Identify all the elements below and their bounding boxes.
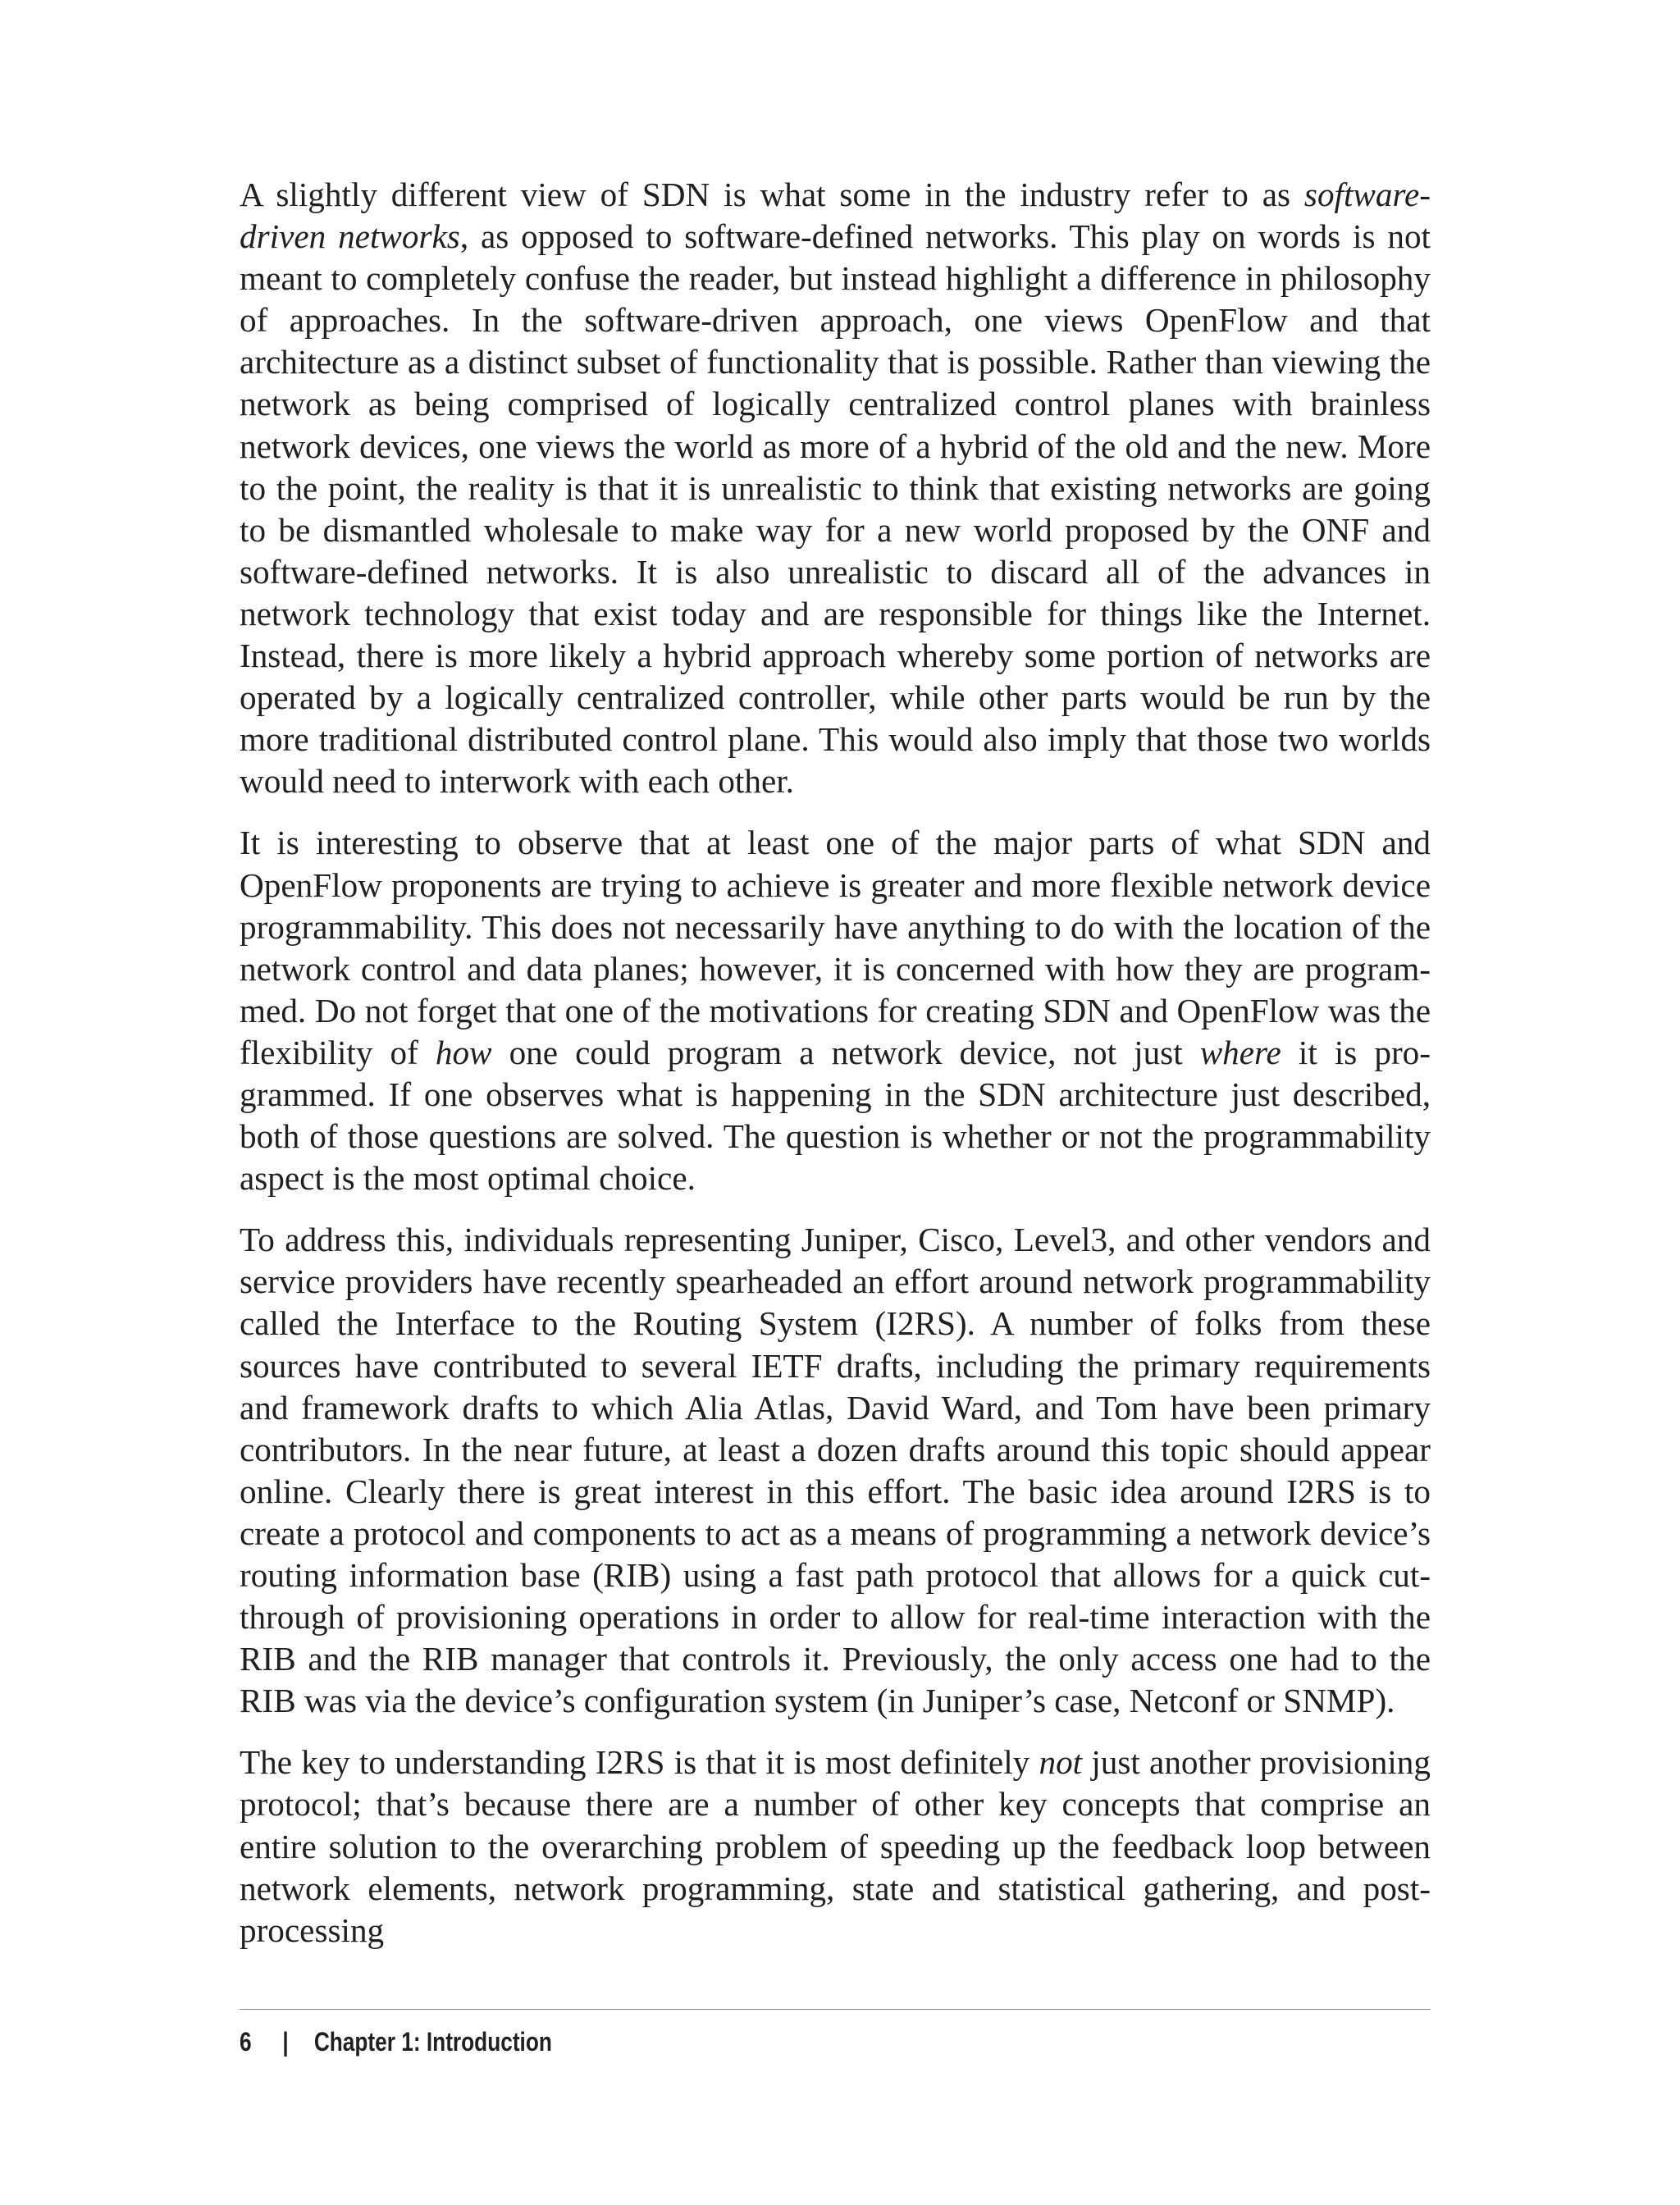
paragraph-1 <box>240 174 1431 802</box>
page-number: 6 <box>240 2026 252 2057</box>
paragraph-2-text: it is programmed. If one observes what is happening in the SDN architecture just described, both of those questions are solved. The question is whether or not the programmability aspect is the most optimal choice. <box>240 1033 1431 1198</box>
paragraph-4-text: The key to understanding I2RS is that it is most definitely <box>240 1743 1039 1782</box>
paragraph-1-text: , as opposed to software-defined networks. This play on words is not meant to completely confuse the reader, but instead highlight a difference in philosophy of approaches. In the software-driven approach, one views OpenFlow and that architecture as a distinct subset of functionality that is possible. Rather than viewing the network as being comprised of logically centralized control planes with brainless network devices, one views the world as more of a hybrid of the old and the new. More to the point, the reality is that it is unrealistic to think that existing networks are going to be dismantled wholesale to make way for a new world proposed by the ONF and software-defined networks. It is also unrealistic to discard all of the advances in network technology that exist today and are responsible for things like the Internet. Instead, there is more likely a hybrid approach whereby some portion of networks are operated by a logically centralized controller, while other parts would be run by the more traditional distributed control plane. This would also imply that those two worlds would need to interwork with each other. <box>240 217 1431 801</box>
paragraph-4 <box>240 1742 1431 1951</box>
paragraph-2-text: It is interesting to observe that at least one of the major parts of what SDN and OpenFlow proponents are trying to achieve is greater and more flexible network device programmability. This does not necessarily have anything to do with the location of the network control and data planes; however, it is concerned with how they are programmed. Do not forget that one of the motivations for creating SDN and OpenFlow was the flexibility of <box>240 824 1431 1071</box>
footer-separator: | <box>282 2026 289 2057</box>
paragraph-2 <box>240 822 1431 1199</box>
page-body <box>240 174 1431 1971</box>
paragraph-3 <box>240 1219 1431 1722</box>
paragraph-2-emphasis-where: where <box>1199 1033 1281 1071</box>
paragraph-4-emphasis-not: not <box>1039 1743 1083 1782</box>
paragraph-4-text: just another provisioning protocol; that’s because there are a number of other key concepts that comprise an entire solution to the overarching problem of speeding up the feedback loop between network elements, network programming, state and statistical gathering, and post-processing <box>240 1743 1431 1949</box>
paragraph-2-emphasis-how: how <box>435 1033 492 1071</box>
paragraph-2-text: one could program a network device, not just <box>491 1033 1200 1071</box>
paragraph-1-text: A slightly different view of SDN is what some in the industry refer to as <box>240 176 1304 213</box>
footer-divider <box>240 2009 1431 2010</box>
page-footer <box>240 2021 552 2062</box>
chapter-title: Chapter 1: Introduction <box>313 2026 552 2057</box>
paragraph-3-text: To address this, individuals representing Juniper, Cisco, Level3, and other vendors and service providers have recently spearheaded an effort around network programmability called the Interface to the Routing System (I2RS). A number of folks from these sources have contributed to several IETF drafts, including the primary requirements and framework drafts to which Alia Atlas, David Ward, and Tom have been primary contributors. In the near future, at least a dozen drafts around this topic should appear online. Clearly there is great interest in this effort. The basic idea around I2RS is to create a protocol and components to act as a means of programming a network device’s routing information base (RIB) using a fast path protocol that allows for a quick cut-through of provisioning operations in order to allow for real-time interaction with the RIB and the RIB manager that controls it. Previously, the only access one had to the RIB was via the device’s configuration system (in Juniper’s case, Netconf or SNMP). <box>240 1221 1431 1720</box>
paragraph-1-emphasis-software-driven-networks: software-driven networks <box>240 176 1431 256</box>
